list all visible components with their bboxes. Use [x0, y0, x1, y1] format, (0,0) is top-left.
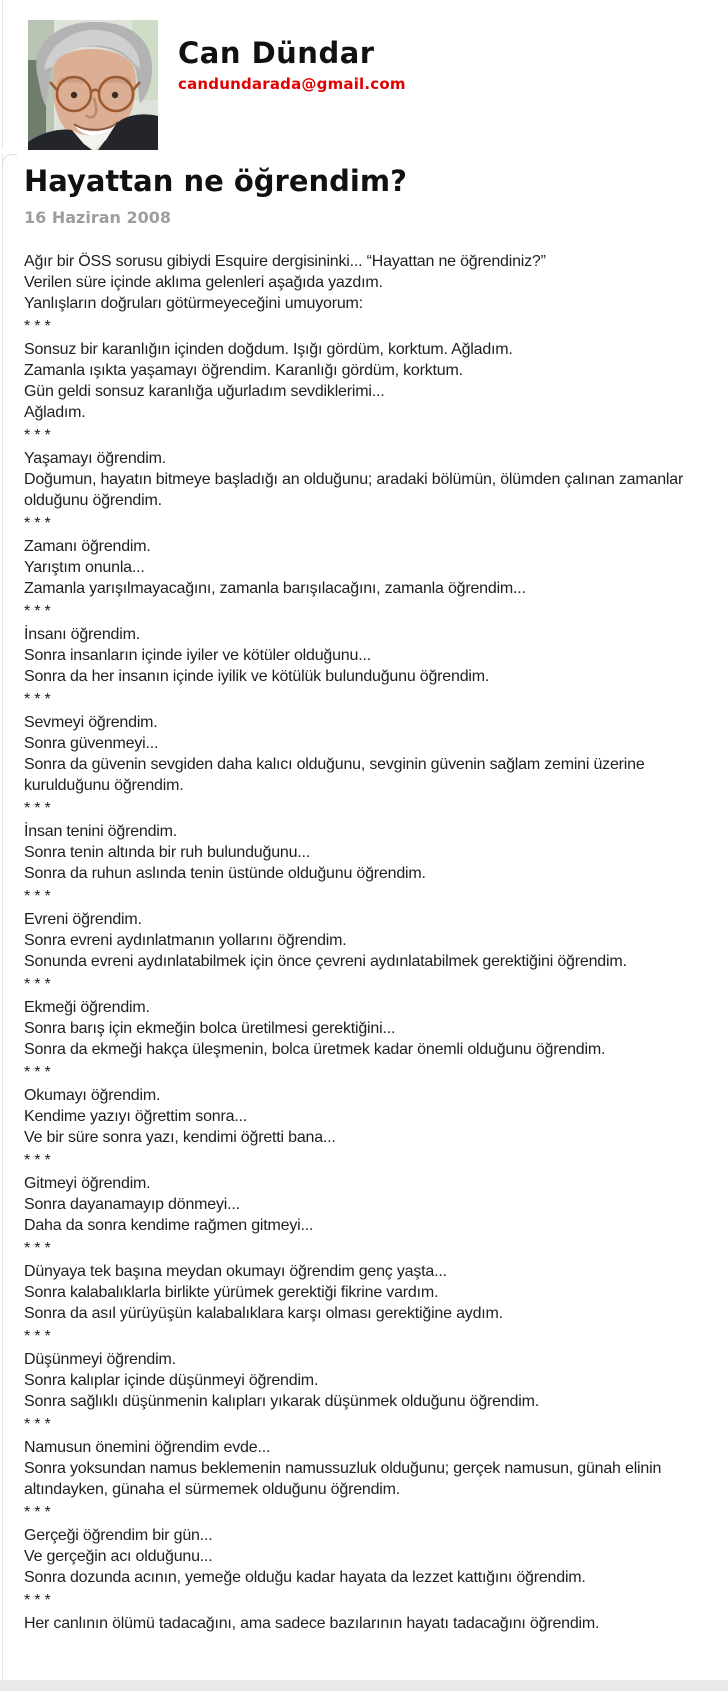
section-separator: * * * [24, 515, 51, 532]
section-separator: * * * [24, 691, 51, 708]
article-paragraph: Ekmeği öğrendim. Sonra barış için ekmeğin bolca üretilmesi gerektiğini... Sonra da ekmeği hakça üleşmenin, bolca üretmek kadar önemli olduğunu öğrendim. [24, 999, 606, 1058]
section-separator: * * * [24, 1328, 51, 1345]
portrait-illustration [28, 20, 158, 150]
bottom-divider [0, 1680, 728, 1691]
article-paragraph: Dünyaya tek başına meydan okumayı öğrendim genç yaşta... Sonra kalabalıklarla birlikte yürümek gerektiği fikrine vardım. Sonra da asıl yürüyüşün kalabalıklara karşı olması gerektiğine aydım. [24, 1263, 503, 1322]
author-photo [28, 20, 158, 150]
article-paragraph: Sonsuz bir karanlığın içinden doğdum. Işığı gördüm, korktum. Ağladım. Zamanla ışıkta yaşamayı öğrendim. Karanlığı gördüm, korktum. Gün geldi sonsuz karanlığa uğurladım sevdiklerimi... Ağladım. [24, 341, 513, 421]
article-body [24, 251, 704, 1634]
section-separator: * * * [24, 1064, 51, 1081]
section-separator: * * * [24, 1504, 51, 1521]
article-paragraph: Ağır bir ÖSS sorusu gibiydi Esquire dergisininki... “Hayattan ne öğrendiniz?” Verilen süre içinde aklıma gelenleri aşağıda yazdım. Yanlışların doğruları götürmeyeceğini umuyorum: [24, 253, 546, 312]
section-separator: * * * [24, 1592, 51, 1609]
article-paragraph: Yaşamayı öğrendim. Doğumun, hayatın bitmeye başladığı an olduğunu; aradaki bölümün, ölümden çalınan zamanlar olduğunu öğrendim. [24, 450, 684, 509]
article-paragraph: Gitmeyi öğrendim. Sonra dayanamayıp dönmeyi... Daha da sonra kendime rağmen gitmeyi... [24, 1175, 314, 1234]
article-paragraph: İnsanı öğrendim. Sonra insanların içinde iyiler ve kötüler olduğunu... Sonra da her insanın içinde iyilik ve kötülük bulunduğunu öğrendim. [24, 626, 490, 685]
section-separator: * * * [24, 318, 51, 335]
edge-gap [1, 148, 5, 154]
section-separator: * * * [24, 1152, 51, 1169]
author-name: Can Dündar [178, 36, 375, 70]
article-paragraph: Düşünmeyi öğrendim. Sonra kalıplar içinde düşünmeyi öğrendim. Sonra sağlıklı düşünmenin kalıpları yıkarak düşünmek olduğunu öğrendim. [24, 1351, 539, 1410]
article [0, 154, 728, 1634]
article-paragraph: Namusun önemini öğrendim evde... Sonra yoksundan namus beklemenin namussuzluk olduğunu; gerçek namusun, günah elinin altındayken, günaha el sürmemek olduğunu öğrendim. [24, 1439, 662, 1498]
article-paragraph: Her canlının ölümü tadacağını, ama sadece bazılarının hayatı tadacağını öğrendim. [24, 1615, 600, 1632]
author-header [0, 0, 728, 154]
article-card-corner [2, 154, 17, 169]
section-separator: * * * [24, 888, 51, 905]
article-paragraph: Evreni öğrendim. Sonra evreni aydınlatmanın yollarını öğrendim. Sonunda evreni aydınlatabilmek için önce çevreni aydınlatabilmek gerektiğini öğrendim. [24, 911, 627, 970]
author-email-link[interactable]: candundarada@gmail.com [178, 75, 406, 93]
article-paragraph: Gerçeği öğrendim bir gün... Ve gerçeğin acı olduğunu... Sonra dozunda acının, yemeğe olduğu kadar hayata da lezzet kattığını öğrendim. [24, 1527, 586, 1586]
section-separator: * * * [24, 800, 51, 817]
page-left-border [2, 0, 3, 1691]
article-paragraph: Zamanı öğrendim. Yarıştım onunla... Zamanla yarışılmayacağını, zamanla barışılacağını, zamanla öğrendim... [24, 538, 526, 597]
section-separator: * * * [24, 427, 51, 444]
section-separator: * * * [24, 1416, 51, 1433]
article-paragraph: İnsan tenini öğrendim. Sonra tenin altında bir ruh bulunduğunu... Sonra da ruhun aslında tenin üstünde olduğunu öğrendim. [24, 823, 426, 882]
article-date: 16 Haziran 2008 [24, 208, 171, 227]
article-title: Hayattan ne öğrendim? [24, 164, 407, 198]
section-separator: * * * [24, 603, 51, 620]
article-paragraph: Sevmeyi öğrendim. Sonra güvenmeyi... Sonra da güvenin sevgiden daha kalıcı olduğunu, sevginin güvenin sağlam zemini üzerine kurulduğunu öğrendim. [24, 714, 645, 794]
section-separator: * * * [24, 1240, 51, 1257]
section-separator: * * * [24, 976, 51, 993]
author-meta [178, 20, 406, 94]
article-paragraph: Okumayı öğrendim. Kendime yazıyı öğrettim sonra... Ve bir süre sonra yazı, kendimi öğretti bana... [24, 1087, 336, 1146]
